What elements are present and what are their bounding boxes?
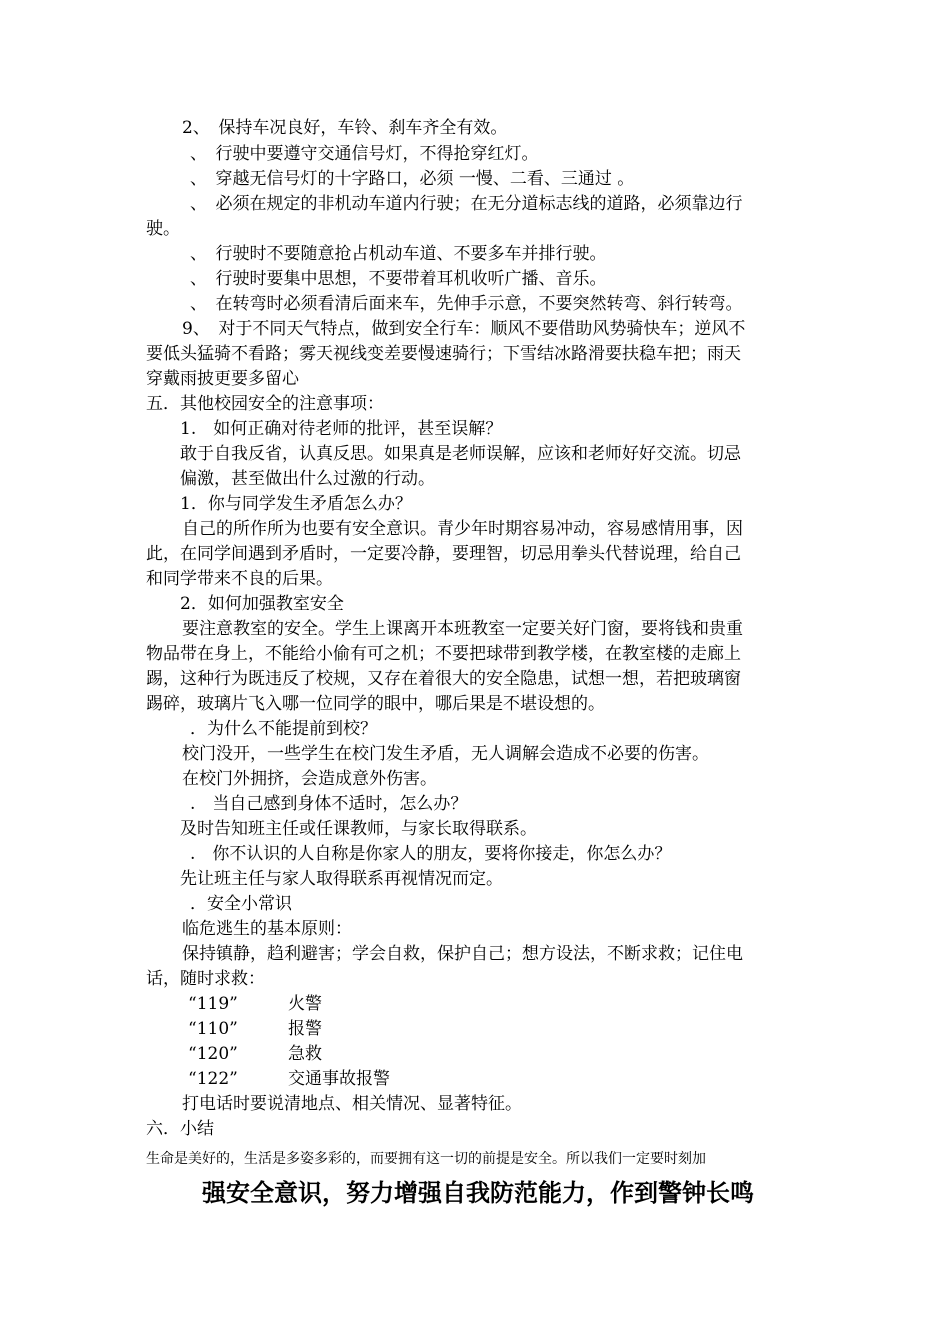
text-line: 、 穿越无信号灯的十字路口，必须 一慢、二看、三通过 。 [190,169,635,189]
text-line: 、 行驶时不要随意抢占机动车道、不要多车并排行驶。 [190,244,607,264]
text-line: 驶。 [146,219,180,239]
text-line: 9、 对于不同天气特点，做到安全行车：顺风不要借助风势骑快车；逆风不 [182,319,746,339]
text-line: 2、 保持车况良好，车铃、刹车齐全有效。 [182,118,508,138]
question: ．为什么不能提前到校？ [190,719,377,739]
text-line: 穿戴雨披更要多留心 [146,369,299,389]
text-line: 保持镇静，趋利避害；学会自救，保护自己；想方设法，不断求救；记住电 [182,944,743,964]
phone-label: 报警 [288,1019,322,1039]
summary-emphasis: 强安全意识，努力增强自我防范能力，作到警钟长鸣 [202,1179,754,1207]
summary-line: 生命是美好的，生活是多姿多彩的，而要拥有这一切的前提是安全。所以我们一定要时刻加 [146,1151,706,1167]
question: 1．你与同学发生矛盾怎么办？ [180,494,412,514]
text-line: 此，在同学间遇到矛盾时，一定要冷静，要理智，切忌用拳头代替说理，给自己 [146,544,741,564]
text-line: 自己的所作所为也要有安全意识。青少年时期容易冲动，容易感情用事，因 [182,519,743,539]
text-line: 和同学带来不良的后果。 [146,569,333,589]
phone-number: “122” [188,1069,238,1089]
question: 1. 如何正确对待老师的批评，甚至误解？ [180,419,503,439]
section-heading: 六．小结 [146,1119,214,1139]
text-line: 、 行驶中要遵守交通信号灯，不得抢穿红灯。 [190,144,539,164]
text-line: 打电话时要说清地点、相关情况、显著特征。 [182,1094,522,1114]
question: . 你不认识的人自称是你家人的朋友，要将你接走，你怎么办？ [190,844,672,864]
text-line: 临危逃生的基本原则： [182,919,352,939]
text-line: 要注意教室的安全。学生上课离开本班教室一定要关好门窗，要将钱和贵重 [182,619,743,639]
text-line: 踢，这种行为既违反了校规，又存在着很大的安全隐患，试想一想，若把玻璃窗 [146,669,741,689]
phone-number: “120” [188,1044,238,1064]
text-line: 及时告知班主任或任课教师，与家长取得联系。 [180,819,537,839]
text-line: 在校门外拥挤，会造成意外伤害。 [182,769,437,789]
phone-number: “119” [188,994,238,1014]
subheading: ．安全小常识 [190,894,292,914]
text-line: 校门没开，一些学生在校门发生矛盾，无人调解会造成不必要的伤害。 [182,744,709,764]
phone-label: 交通事故报警 [288,1069,390,1089]
text-line: 、 必须在规定的非机动车道内行驶；在无分道标志线的道路，必须靠边行 [190,194,743,214]
question: 2．如何加强教室安全 [180,594,344,614]
text-line: 踢碎，玻璃片飞入哪一位同学的眼中，哪后果是不堪设想的。 [146,694,605,714]
phone-number: “110” [188,1019,238,1039]
phone-label: 急救 [288,1044,322,1064]
text-line: 先让班主任与家人取得联系再视情况而定。 [180,869,503,889]
text-line: 要低头猛骑不看路；雾天视线变差要慢速骑行；下雪结冰路滑要扶稳车把；雨天 [146,344,741,364]
text-line: 物品带在身上，不能给小偷有可之机；不要把球带到教学楼，在教室楼的走廊上 [146,644,741,664]
text-line: 话，随时求救： [146,969,265,989]
text-line: 、 行驶时要集中思想，不要带着耳机收听广播、音乐。 [190,269,607,289]
question: . 当自己感到身体不适时，怎么办？ [190,794,468,814]
phone-label: 火警 [288,994,322,1014]
text-line: 偏激，甚至做出什么过激的行动。 [180,469,435,489]
section-heading: 五．其他校园安全的注意事项： [146,394,384,414]
text-line: 敢于自我反省，认真反思。如果真是老师误解，应该和老师好好交流。切忌 [180,444,741,464]
text-line: 、 在转弯时必须看清后面来车，先伸手示意，不要突然转弯、斜行转弯。 [190,294,743,314]
